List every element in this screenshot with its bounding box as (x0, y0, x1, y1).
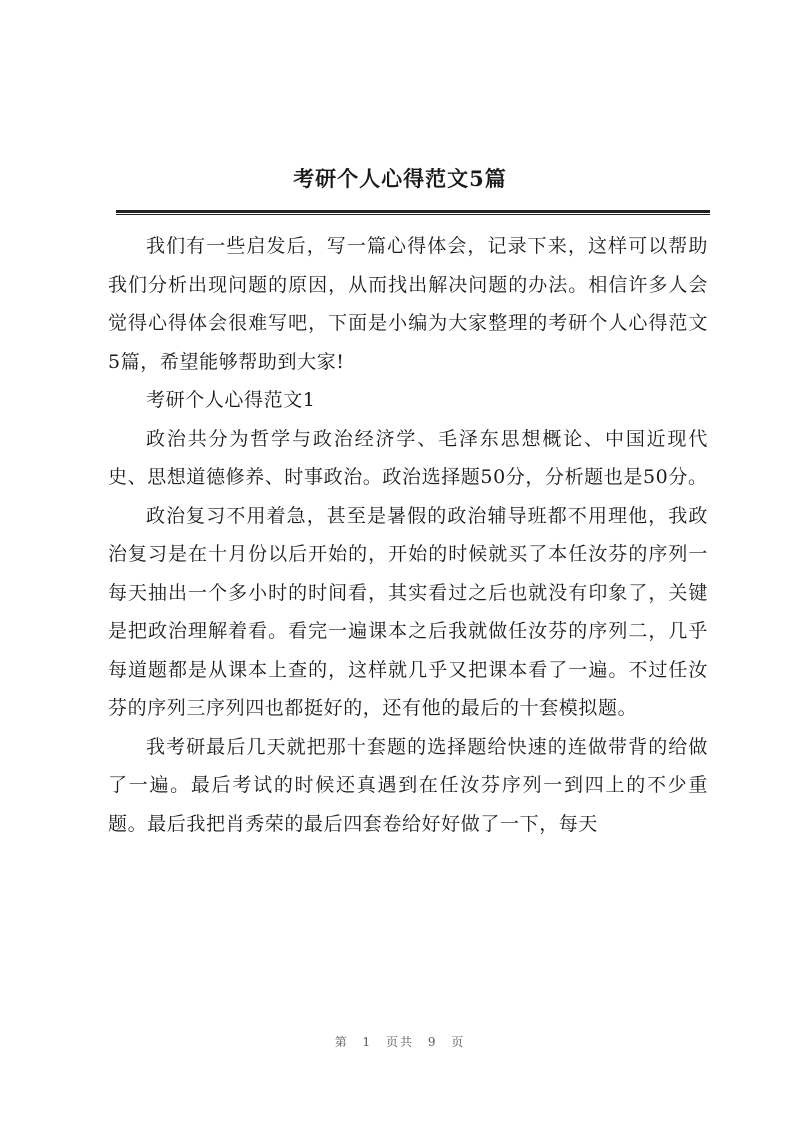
body-paragraph: 我考研最后几天就把那十套题的选择题给快速的连做带背的给做了一遍。最后考试的时候还真遇到在任汝芬序列一到四上的不少重题。最后我把肖秀荣的最后四套卷给好好做了一下，每天 (108, 735, 708, 835)
intro-paragraph: 我们有一些启发后，写一篇心得体会，记录下来，这样可以帮助我们分析出现问题的原因，从而找出解决问题的办法。相信许多人会觉得心得体会很难写吧，下面是小编为大家整理的考研个人心得范文5篇，希望能够帮助到大家! (108, 235, 708, 373)
section-heading: 考研个人心得范文1 (146, 389, 316, 411)
body-paragraph: 政治复习不用着急，甚至是暑假的政治辅导班都不用理他，我政治复习是在十月份以后开始的，开始的时候就买了本任汝芬的序列一每天抽出一个多小时的时间看，其实看过之后也就没有印象了，关键是把政治理解着看。看完一遍课本之后我就做任汝芬的序列二，几乎每道题都是从课本上查的，这样就几乎又把课本看了一遍。不过任汝芬的序列三序列四也都挺好的，还有他的最后的十套模拟题。 (108, 504, 708, 719)
title-divider (116, 210, 710, 215)
page-title: 考研个人心得范文5篇 (293, 166, 507, 191)
body-paragraph: 政治共分为哲学与政治经济学、毛泽东思想概论、中国近现代史、思想道德修养、时事政治。政治选择题50分，分析题也是50分。 (108, 427, 708, 488)
document-body (108, 227, 708, 843)
page-footer: 第 1 页共 9 页 (334, 1035, 466, 1049)
